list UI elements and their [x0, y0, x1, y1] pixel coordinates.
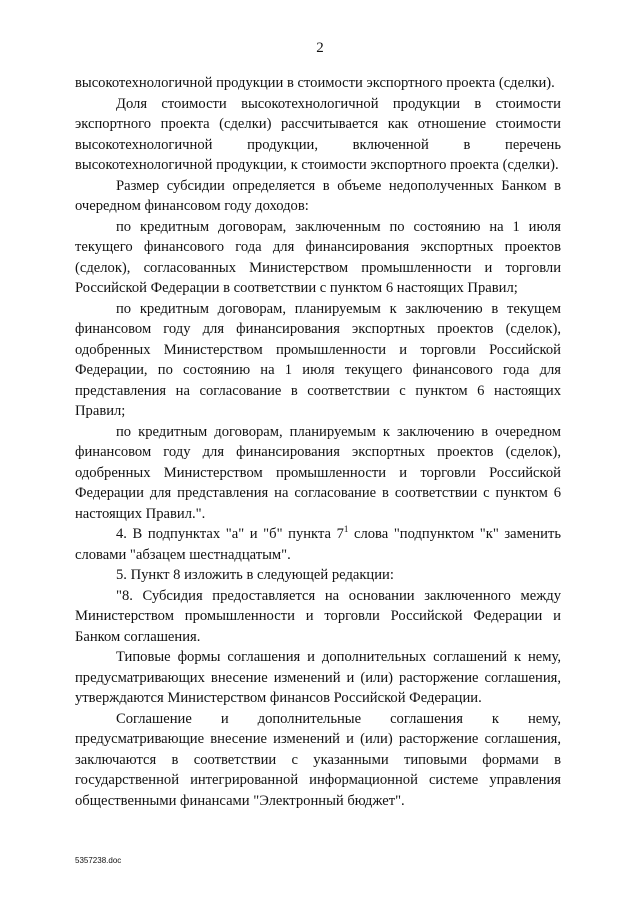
paragraph-item-4	[75, 524, 561, 565]
paragraph: по кредитным договорам, планируемым к заключению в текущем финансовом году для финансирования экспортных проектов (сделок), одобренных Министерством промышленности и торговли Российской Федерации, по состоянию на 1 июля текущего финансового года для представления на согласование в соответствии с пунктом 6 настоящих Правил;	[75, 300, 561, 419]
paragraph: Размер субсидии определяется в объеме недополученных Банком в очередном финансовом году доходов:	[75, 177, 561, 214]
item4-text-end: слова "подпунктом "к" заменить словами "абзацем шестнадцатым".	[75, 526, 561, 563]
paragraph: высокотехнологичной продукции в стоимости экспортного проекта (сделки).	[75, 75, 555, 91]
paragraph: Доля стоимости высокотехнологичной продукции в стоимости экспортного проекта (сделки) рассчитывается как отношение стоимости высокотехнологичной продукции, включенной в перечень высокотехнологичной продукции, к стоимости экспортного проекта (сделки).	[75, 95, 561, 173]
superscript: 1	[343, 524, 349, 534]
paragraph: по кредитным договорам, планируемым к заключению в очередном финансовом году для финансирования экспортных проектов (сделок), одобренных Министерством промышленности и торговли Российской Федерации для представления на согласование в соответствии с пунктом 6 настоящих Правил.".	[75, 423, 561, 522]
paragraph: Типовые формы соглашения и дополнительных соглашений к нему, предусматривающих внесение изменений и (или) расторжение соглашения, утверждаются Министерством финансов Российской Федерации.	[75, 649, 561, 706]
page-number: 2	[316, 40, 324, 56]
item4-text-start: 4. В подпунктах "а" и "б" пункта 7	[116, 526, 344, 542]
paragraph: "8. Субсидия предоставляется на основании заключенного между Министерством промышленности и торговли Российской Федерации и Банком соглашения.	[75, 587, 561, 645]
document-body	[75, 73, 561, 811]
file-name-footer: 5357238.doc	[75, 856, 122, 865]
paragraph: 5. Пункт 8 изложить в следующей редакции:	[116, 567, 394, 583]
paragraph: Соглашение и дополнительные соглашения к нему, предусматривающие внесение изменений и (или) расторжение соглашения, заключаются в соответствии с указанными типовыми формами в государственной интегрированной информационной системе управления общественными финансами "Электронный бюджет".	[75, 710, 561, 809]
paragraph: по кредитным договорам, заключенным по состоянию на 1 июля текущего финансового года для финансирования экспортных проектов (сделок), согласованных Министерством промышленности и торговли Российской Федерации в соответствии с пунктом 6 настоящих Правил;	[75, 218, 561, 296]
